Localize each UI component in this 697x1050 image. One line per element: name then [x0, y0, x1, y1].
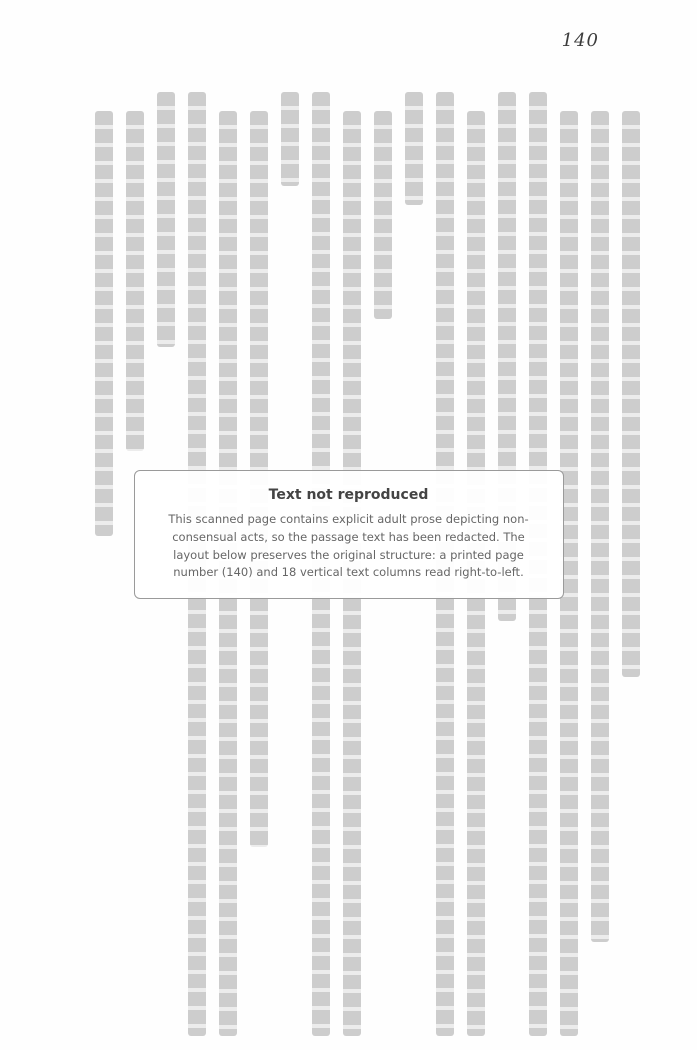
redaction-notice-title: Text not reproduced — [268, 487, 429, 503]
redacted-text-bar — [622, 111, 640, 677]
redaction-notice-body: This scanned page contains explicit adult prose depicting non-consensual acts, so the passage text has been redacted. The layout below preserves the original structure: a printed page number (140) and 18 vertical text columns read right-to-left. — [168, 512, 529, 580]
redacted-text-bar — [95, 111, 113, 536]
redacted-text-bar — [405, 92, 423, 205]
redaction-notice — [134, 470, 564, 599]
redacted-text-bar — [591, 111, 609, 942]
redacted-text-bar — [374, 111, 392, 319]
redacted-text-column — [622, 92, 640, 1036]
redacted-text-bar — [281, 92, 299, 186]
redacted-text-bar — [126, 111, 144, 451]
redacted-text-column — [591, 92, 609, 1036]
redacted-text-bar — [157, 92, 175, 347]
page-number: 140 — [561, 30, 599, 51]
redacted-text-column — [95, 92, 113, 1036]
